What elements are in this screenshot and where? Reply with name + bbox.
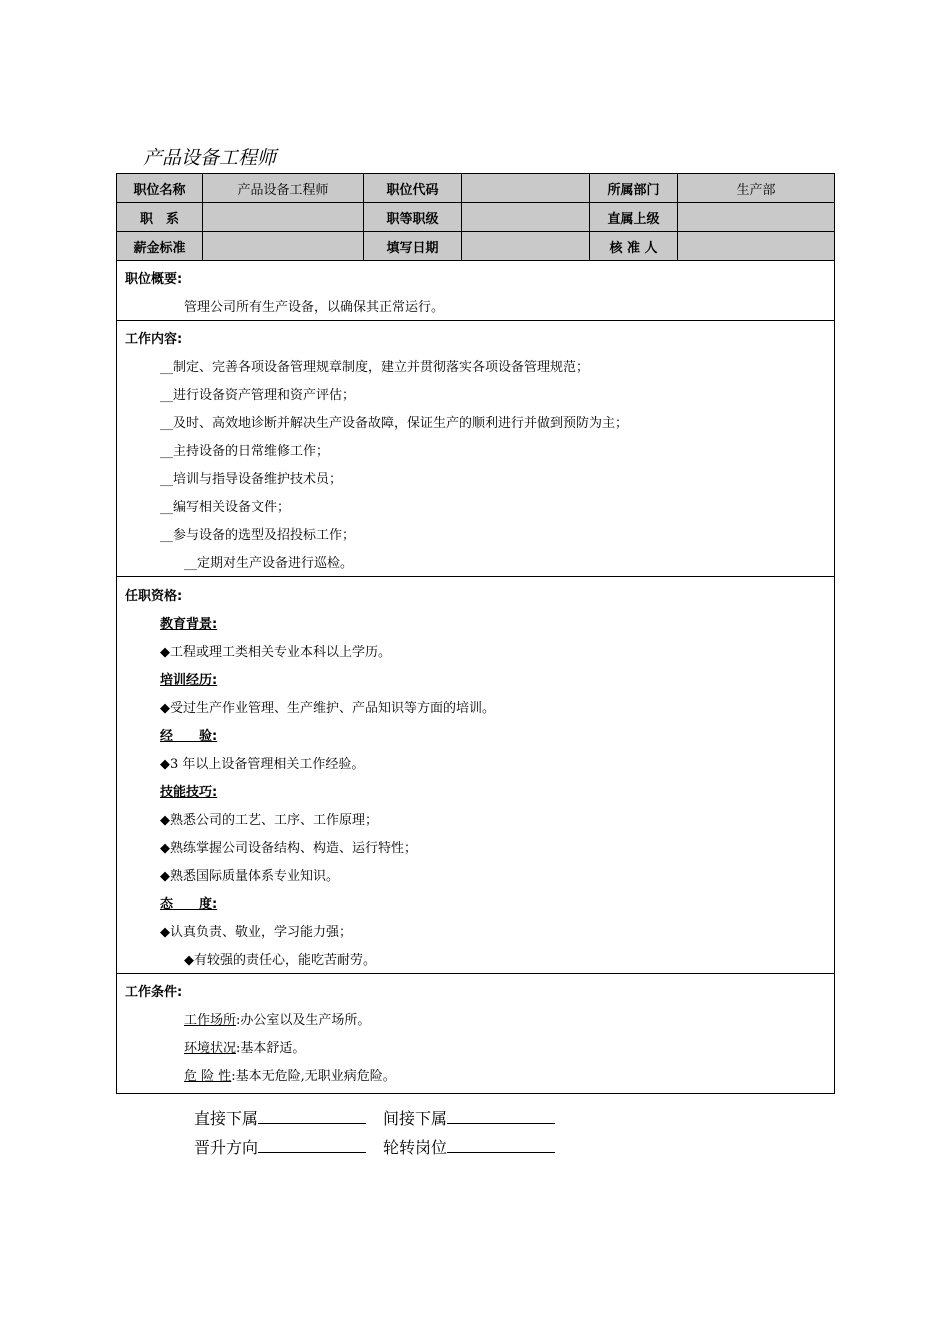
value-job-family: [203, 203, 364, 232]
label-salary: 薪金标准: [117, 232, 203, 261]
section-overview: [116, 260, 835, 321]
skills-label: 技能技巧:: [160, 785, 218, 800]
label-position-code: 职位代码: [364, 174, 462, 203]
label-supervisor: 直属上级: [590, 203, 678, 232]
label-approver: 核 准 人: [590, 232, 678, 261]
duty-item: __及时、高效地诊断并解决生产设备故障，保证生产的顺利进行并做到预防为主；: [160, 416, 629, 431]
duty-item: __参与设备的选型及招投标工作；: [160, 528, 356, 543]
value-position-name: 产品设备工程师: [203, 174, 364, 203]
attitude-item: ◆有较强的责任心，能吃苦耐劳。: [184, 953, 376, 968]
label-position-name: 职位名称: [117, 174, 203, 203]
section-conditions: [116, 973, 835, 1094]
duty-item: __制定、完善各项设备管理规章制度，建立并贯彻落实各项设备管理规范；: [160, 360, 590, 375]
duty-item: __进行设备资产管理和资产评估；: [160, 388, 356, 403]
environment-label: 环境状况: [184, 1041, 237, 1056]
document-title: 产品设备工程师: [143, 147, 277, 169]
duty-item: __培训与指导设备维护技术员；: [160, 472, 343, 487]
duty-item: __编写相关设备文件；: [160, 500, 291, 515]
label-fill-date: 填写日期: [364, 232, 462, 261]
training-text: ◆受过生产作业管理、生产维护、产品知识等方面的培训。: [160, 701, 495, 716]
risk-label: 危 险 性: [184, 1069, 232, 1084]
rotation-label: 轮转岗位: [383, 1138, 448, 1157]
section-title: 职位概要:: [125, 272, 183, 287]
condition-risk: [184, 1065, 396, 1084]
skill-item: ◆熟悉公司的工艺、工序、工作原理；: [160, 813, 378, 828]
section-qualifications: [116, 577, 835, 974]
indirect-reports-label: 间接下属: [383, 1109, 448, 1128]
rotation-blank: [447, 1138, 555, 1153]
condition-place: [184, 1009, 370, 1028]
label-department: 所属部门: [590, 174, 678, 203]
value-supervisor: [678, 203, 835, 232]
value-department: 生产部: [678, 174, 835, 203]
overview-text: 管理公司所有生产设备，以确保其正常运行。: [184, 300, 445, 315]
environment-value: :基本舒适。: [236, 1041, 306, 1056]
duty-item: __定期对生产设备进行巡检。: [184, 556, 354, 571]
duty-item: __主持设备的日常维修工作；: [160, 444, 330, 459]
indirect-reports-blank: [447, 1109, 555, 1124]
condition-environment: [184, 1037, 305, 1056]
direct-reports-blank: [258, 1109, 366, 1124]
section-title: 工作内容:: [125, 332, 183, 347]
footer-promotion: [194, 1135, 366, 1158]
section-title: 任职资格:: [125, 589, 183, 604]
value-job-grade: [462, 203, 590, 232]
footer-direct-reports: [194, 1106, 366, 1129]
header-row: [117, 174, 835, 203]
direct-reports-label: 直接下属: [194, 1109, 259, 1128]
attitude-label: 态 度:: [160, 897, 218, 912]
footer-rotation: [383, 1135, 555, 1158]
risk-value: :基本无危险,无职业病危险。: [231, 1069, 396, 1084]
skill-item: ◆熟悉国际质量体系专业知识。: [160, 869, 339, 884]
value-salary: [203, 232, 364, 261]
skill-item: ◆熟练掌握公司设备结构、构造、运行特性；: [160, 841, 417, 856]
education-text: ◆工程或理工类相关专业本科以上学历。: [160, 645, 391, 660]
promotion-label: 晋升方向: [194, 1138, 259, 1157]
education-label: 教育背景:: [160, 617, 218, 632]
promotion-blank: [258, 1138, 366, 1153]
label-job-grade: 职等职级: [364, 203, 462, 232]
value-fill-date: [462, 232, 590, 261]
value-position-code: [462, 174, 590, 203]
training-label: 培训经历:: [160, 673, 218, 688]
header-row: [117, 203, 835, 232]
header-row: [117, 232, 835, 261]
label-job-family: 职 系: [117, 203, 203, 232]
section-title: 工作条件:: [125, 985, 183, 1000]
position-header-table: [116, 173, 835, 261]
place-value: :办公室以及生产场所。: [236, 1013, 371, 1028]
value-approver: [678, 232, 835, 261]
footer-indirect-reports: [383, 1106, 555, 1129]
attitude-item: ◆认真负责、敬业，学习能力强；: [160, 925, 352, 940]
experience-label: 经 验:: [160, 729, 218, 744]
place-label: 工作场所: [184, 1013, 237, 1028]
experience-text: ◆3 年以上设备管理相关工作经验。: [160, 757, 365, 772]
section-duties: [116, 320, 835, 577]
